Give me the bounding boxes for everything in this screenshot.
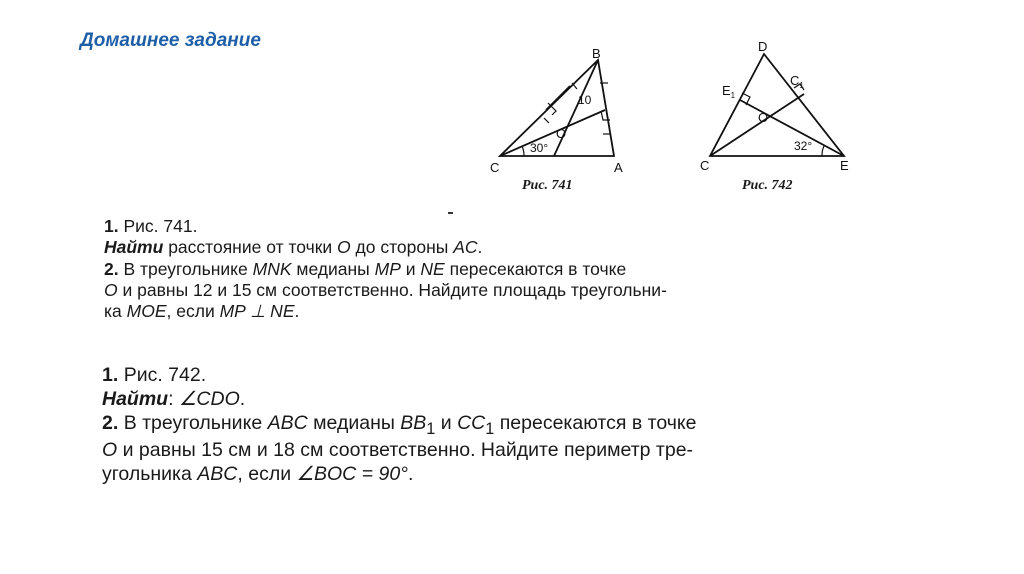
figure-741: [486, 48, 636, 178]
median-from-c: [710, 94, 804, 156]
task-1-text: Найти: ∠CDO.: [102, 387, 246, 410]
label-d: D: [758, 39, 768, 54]
triangle-cde: [710, 54, 844, 156]
label-o: O: [556, 126, 567, 141]
task-2-line-1: 2. В треугольнике MNK медианы MP и NE пересекаются в точке: [104, 258, 627, 279]
page-title: Домашнее задание: [80, 30, 261, 51]
task-1-ref: 1. Рис. 742.: [102, 364, 207, 386]
caption-742: Рис. 742: [742, 178, 793, 193]
segment-c-to-ab: [500, 110, 605, 156]
label-c: C: [700, 158, 710, 173]
label-c1: $C_1$: [790, 73, 804, 90]
task-1-text: Найти расстояние от точки O до стороны AC.: [104, 237, 483, 258]
caption-741: Рис. 741: [522, 178, 573, 193]
task-2-line-3: угольника ABC, если ∠BOC = 90°.: [102, 463, 414, 486]
label-angle-32: 32°: [794, 139, 813, 153]
task-1-ref: 1. Рис. 741.: [104, 216, 198, 236]
label-a: A: [614, 160, 623, 175]
task-2-line-2: O и равны 15 см и 18 см соответственно. Найдите периметр тре-: [102, 439, 694, 462]
figure-742: [694, 38, 864, 173]
median-from-e: [740, 100, 844, 156]
task-2-line-2: O и равны 12 и 15 см соответственно. Найдите площадь треугольни-: [104, 280, 667, 301]
label-c: C: [490, 160, 500, 175]
task-2-line-1: 2. В треугольнике ABC медианы $BB_1$ и $CC_1$ пересекаются в точке: [102, 411, 697, 438]
label-o: O: [758, 110, 769, 125]
label-e: E: [840, 158, 849, 173]
task-2-line-3: ка MOE, если MP ⊥ NE.: [104, 301, 300, 322]
stray-mark: [448, 212, 453, 214]
task-block-2: [102, 364, 697, 487]
label-angle-30: 30°: [530, 141, 549, 155]
median-from-b: [554, 60, 598, 156]
label-side-10: 10: [578, 93, 592, 107]
label-b: B: [592, 48, 601, 61]
task-block-1: [104, 216, 667, 323]
label-e1: $E_1$: [722, 83, 736, 100]
triangle-abc: [500, 60, 614, 156]
